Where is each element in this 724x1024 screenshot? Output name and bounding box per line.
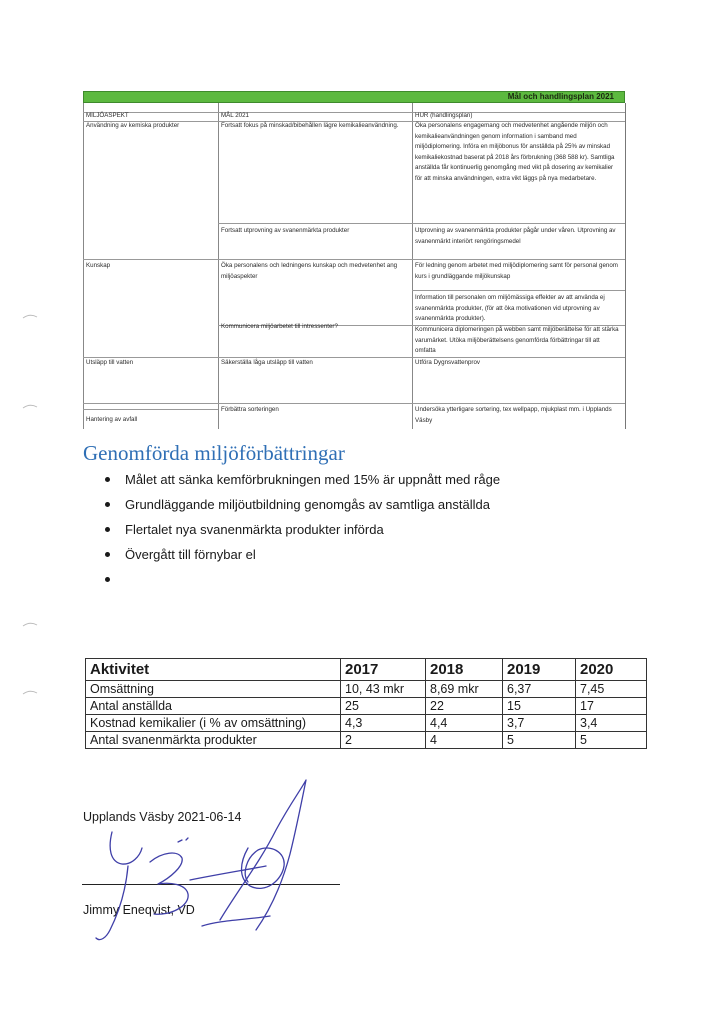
table-cell: Omsättning <box>86 681 341 698</box>
list-item <box>105 545 500 570</box>
table-cell: Kostnad kemikalier (i % av omsättning) <box>86 715 341 732</box>
list-item <box>105 570 500 595</box>
table-cell: 17 <box>576 698 647 715</box>
list-item <box>105 520 500 545</box>
list-item <box>105 495 500 520</box>
row-how-svanen: Utprovning av svanenmärkta produkter pågår under våren. Utprovning av svanenmärkt interiört rengöringsmedel <box>415 227 616 245</box>
bullet-icon <box>105 552 110 557</box>
grid-line <box>83 259 625 260</box>
bullet-icon <box>105 477 110 482</box>
list-item <box>105 470 500 495</box>
row-goal-knowledge: Öka personalens och ledningens kunskap och medvetenhet ang miljöaspekter <box>221 262 398 280</box>
row-how-communicate: Kommunicera diplomeringen på webben samt miljöberättelse för att stärka varumärket. Utöka miljöberättelsens genomförda förbättringar till att omfatta <box>415 326 619 355</box>
action-plan-table <box>83 91 625 429</box>
grid-line <box>83 403 625 404</box>
bullet-icon <box>105 577 110 582</box>
list-item-text: Flertalet nya svanenmärkta produkter införda <box>125 522 384 537</box>
table-cell: 10, 43 mkr <box>341 681 426 698</box>
row-goal-water: Säkerställa låga utsläpp till vatten <box>221 359 313 366</box>
list-item-text: Övergått till förnybar el <box>125 547 256 562</box>
table-cell: 25 <box>341 698 426 715</box>
row-aspect-knowledge: Kunskap <box>86 262 111 269</box>
column-header: 2017 <box>341 659 426 681</box>
table-cell: 4,4 <box>426 715 503 732</box>
col-head-goal: MÅL 2021 <box>221 112 249 119</box>
margin-scan-mark <box>22 620 38 628</box>
row-aspect-chemicals: Användning av kemiska produkter <box>86 122 180 129</box>
table-cell: 6,37 <box>503 681 576 698</box>
list-item-text: Grundläggande miljöutbildning genomgås av samtliga anställda <box>125 497 490 512</box>
column-header: 2019 <box>503 659 576 681</box>
col-head-aspect: MILJÖASPEKT <box>86 112 129 119</box>
plan-grid <box>83 103 626 429</box>
signatory-name: Jimmy Eneqvist, VD <box>83 903 195 917</box>
bullet-icon <box>105 527 110 532</box>
margin-scan-mark <box>22 402 38 410</box>
grid-line <box>412 290 625 291</box>
row-aspect-waste: Hantering av avfall <box>86 416 138 423</box>
plan-header-bar <box>83 91 625 103</box>
table-cell: 7,45 <box>576 681 647 698</box>
table-cell: 4,3 <box>341 715 426 732</box>
margin-scan-mark <box>22 688 38 696</box>
table-cell: Antal svanenmärkta produkter <box>86 732 341 749</box>
column-header: 2018 <box>426 659 503 681</box>
table-cell: 2 <box>341 732 426 749</box>
grid-line <box>412 103 413 429</box>
table-cell: 22 <box>426 698 503 715</box>
table-cell: 5 <box>576 732 647 749</box>
grid-line <box>218 223 625 224</box>
row-how-chemicals: Öka personalens engagemang och medvetenhet angående miljön och kemikalieanvändningen genom information i samband med miljödiplomering. Införa en miljöbonus för anställda på 25% av minskad kemikaliekostnad baserat på 2018 års förbrukning (368 588 kr). Samtliga anställda får kontinuerlig genomgång med vikt på dosering av kemikalier för att minska användningen, extra vikt läggs på nya medarbetare. <box>415 122 615 182</box>
row-goal-communicate: Kommunicera miljöarbetet till intressenter? <box>221 323 338 330</box>
column-header: Aktivitet <box>86 659 341 681</box>
row-aspect-water: Utsläpp till vatten <box>86 359 134 366</box>
place-and-date: Upplands Väsby 2021-06-14 <box>83 810 242 824</box>
improvements-list <box>105 470 500 595</box>
handwritten-signature-icon <box>70 770 330 950</box>
activity-table <box>85 658 647 749</box>
section-title: Genomförda miljöförbättringar <box>83 441 345 465</box>
row-goal-svanen: Fortsatt utprovning av svanenmärkta produkter <box>221 227 350 234</box>
table-cell: 4 <box>426 732 503 749</box>
table-cell: 8,69 mkr <box>426 681 503 698</box>
table-cell: 3,4 <box>576 715 647 732</box>
grid-line <box>83 409 218 410</box>
grid-line <box>218 103 219 429</box>
table-row <box>86 681 647 698</box>
table-cell: 3,7 <box>503 715 576 732</box>
table-row <box>86 732 647 749</box>
row-goal-chemicals: Fortsatt fokus på minskad/bibehållen lägre kemikalieanvändning. <box>221 122 399 129</box>
table-cell: Antal anställda <box>86 698 341 715</box>
row-how-knowledge-a: För ledning genom arbetet med miljödiplomering samt för personal genom kurs i grundläggande miljökunskap <box>415 262 618 280</box>
row-goal-waste: Förbättra sorteringen <box>221 406 279 413</box>
plan-header-title: Mål och handlingsplan 2021 <box>507 92 614 101</box>
table-cell: 5 <box>503 732 576 749</box>
grid-line <box>83 112 625 113</box>
column-header: 2020 <box>576 659 647 681</box>
list-item-text: Målet att sänka kemförbrukningen med 15% är uppnått med råge <box>125 472 501 487</box>
table-cell: 15 <box>503 698 576 715</box>
margin-scan-mark <box>22 312 38 320</box>
table-row <box>86 698 647 715</box>
col-head-how: HUR (handlingsplan) <box>415 112 473 119</box>
table-header-row <box>86 659 647 681</box>
row-how-waste: Undersöka ytterligare sortering, tex wellpapp, mjukplast mm. i Upplands Väsby <box>415 406 612 424</box>
bullet-icon <box>105 502 110 507</box>
grid-line <box>83 103 84 429</box>
row-how-knowledge-b: Information till personalen om miljömässiga effekter av att använda ej svanenmärkta produkter, (för att öka motivationen vid utprovning av svanenmärkta produkter). <box>415 294 605 323</box>
row-how-water: Utföra Dygnsvattenprov <box>415 359 480 366</box>
table-row <box>86 715 647 732</box>
